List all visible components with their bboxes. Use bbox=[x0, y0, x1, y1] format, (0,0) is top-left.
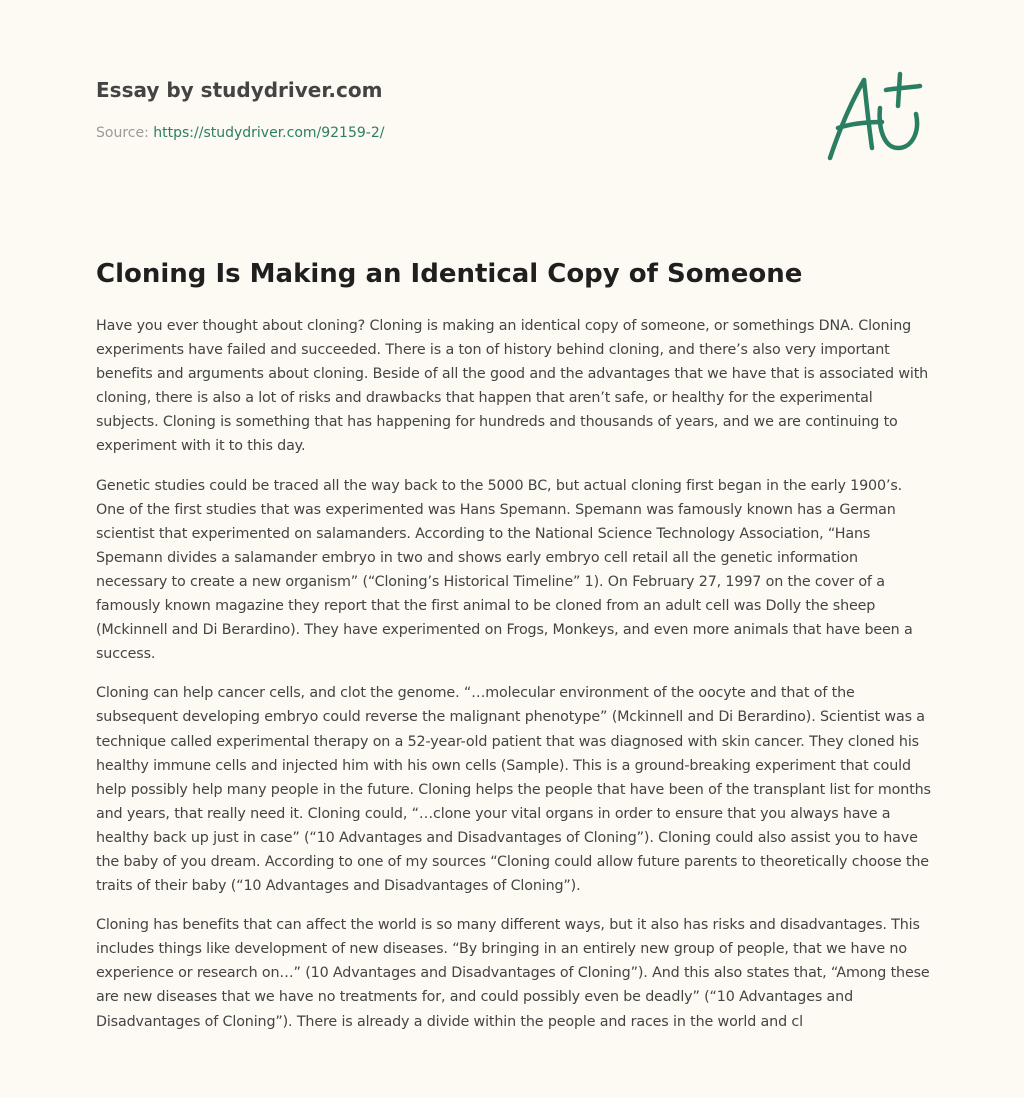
paragraph: Have you ever thought about cloning? Cloning is making an identical copy of someone, or somethings DNA. Cloning experiments have failed and succeeded. There is a ton of history behind cloning, and there’s also very important benefits and arguments about cloning. Beside of all the good and the advantages that we have that is associated with cloning, there is also a lot of risks and drawbacks that happen that aren’t safe, or healthy for the experimental subjects. Cloning is something that has happening for hundreds and thousands of years, and we are continuing to experiment with it to this day. bbox=[96, 318, 929, 455]
paragraph: Cloning has benefits that can affect the world is so many different ways, but it also has risks and disadvantages. This includes things like development of new diseases. “By bringing in an entirely new group of people, that we have no experience or research on…” (10 Advantages and Disadvantages of Cloning”). And this also states that, “Among these are new diseases that we have no treatments for, and could possibly even be deadly” (“10 Advantages and Disadvantages of Cloning”). There is already a divide within the people and races in the world and cl bbox=[96, 917, 930, 1030]
essay-body bbox=[96, 314, 932, 1049]
paragraph: Genetic studies could be traced all the way back to the 5000 BC, but actual cloning first began in the early 1900’s. One of the first studies that was experimented was Hans Spemann. Spemann was famously known has a German scientist that experimented on salamanders. According to the National Science Technology Association, “Hans Spemann divides a salamander embryo in two and shows early embryo cell retail all the genetic information necessary to create a new organism” (“Cloning’s Historical Timeline” 1). On February 27, 1997 on the cover of a famously known magazine they report that the first animal to be cloned from an adult cell was Dolly the sheep (Mckinnell and Di Berardino). They have experimented on Frogs, Monkeys, and even more animals that have been a success. bbox=[96, 477, 913, 663]
brand-title: Essay by studydriver.com bbox=[96, 78, 383, 102]
a-plus-logo-icon bbox=[824, 68, 924, 164]
source-line bbox=[96, 123, 384, 143]
paragraph: Cloning can help cancer cells, and clot the genome. “…molecular environment of the oocyte and that of the subsequent developing embryo could reverse the malignant phenotype” (Mckinnell and Di Berardino). Scientist was a technique called experimental therapy on a 52-year-old patient that was diagnosed with skin cancer. They cloned his healthy immune cells and injected him with his own cells (Sample). This is a ground-breaking experiment that could help possibly help many people in the future. Cloning helps the people that have been of the transplant list for months and years, that really need it. Cloning could, “…clone your vital organs in order to ensure that you always have a healthy back up just in case” (“10 Advantages and Disadvantages of Cloning”). Cloning could also assist you to have the baby of you dream. According to one of my sources “Cloning could allow future parents to theoretically choose the traits of their baby (“10 Advantages and Disadvantages of Cloning”). bbox=[96, 685, 931, 895]
source-label: Source: bbox=[96, 125, 149, 141]
source-link[interactable]: https://studydriver.com/92159-2/ bbox=[153, 125, 385, 141]
essay-page bbox=[96, 0, 932, 1098]
essay-title: Cloning Is Making an Identical Copy of Someone bbox=[96, 259, 803, 289]
page-header bbox=[96, 0, 932, 200]
